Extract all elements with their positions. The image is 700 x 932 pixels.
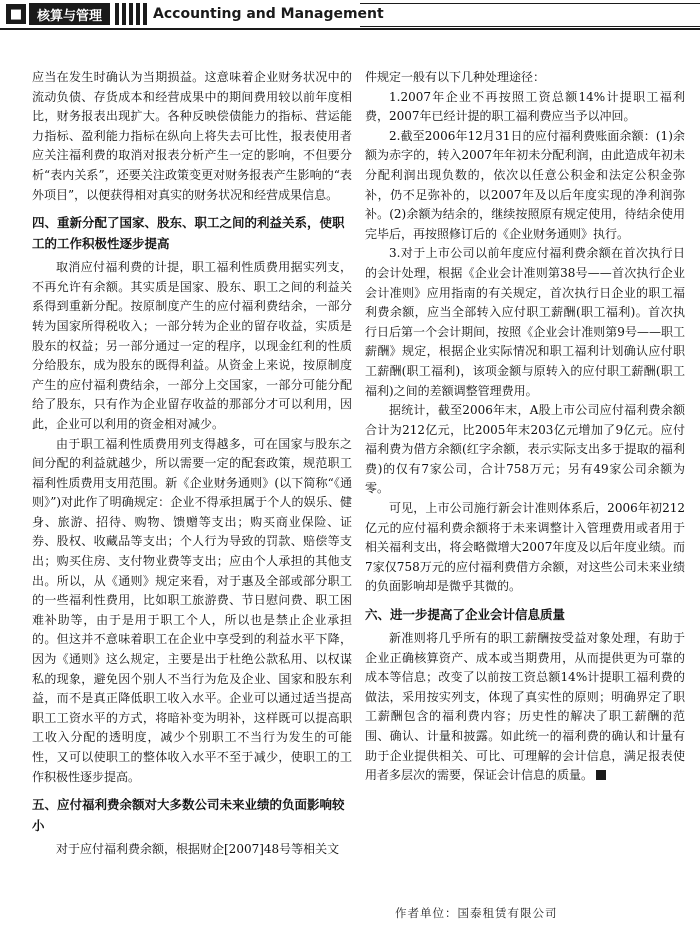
right-section-heading: 六、进一步提高了企业会计信息质量 (365, 607, 566, 623)
right-paragraph: 新准则将几乎所有的职工薪酬按受益对象处理，有助于企业正确核算资产、成本或当期费用，从而提供更为可靠的成本等信息；改变了以前按工资总额14%计提职工福利费的做法，采用按实列支，体现了真实性的原则；明确界定了职工薪酬包含的福利费内容；历史性的解决了职工薪酬的范围、确认、计量和披露。如此统一的福利费的确认和计量有助于企业提供相关、可比、可理解的会计信息，满足报表使用者多层次的需要，保证会计信息的质量。 (365, 631, 685, 783)
section-title-en: Accounting and Management (153, 6, 384, 22)
left-section-heading: 五、应付福利费余额对大多数公司未来业绩的负面影响较小 (32, 797, 345, 834)
left-paragraph: 应当在发生时确认为当期损益。这意味着企业财务状况中的流动负债、存货成本和经营成果中的期间费用较以前年度相比，财务报表出现扩大。各种反映偿债能力的指标、营运能力指标、盈利能力指标在纵向上将失去可比性，报表使用者应关注福利费的取消对报表分析产生一定的影响，不但要分析“表内关系”，还要关注政策变更对财务报表产生影响的“表外项目”，以便获得相对真实的财务状况和经营成果信息。 (32, 70, 352, 202)
page-header (0, 0, 700, 28)
right-paragraph: 件规定一般有以下几种处理途径： (365, 70, 546, 84)
left-column (32, 68, 352, 860)
end-of-article-icon (596, 770, 606, 780)
left-paragraph: 取消应付福利费的计提，职工福利性质费用据实列支，不再允许有余额。其实质是国家、股东、职工之间的利益关系得到重新分配。按原制度产生的应付福利费结余，一部分转为国家所得税收入；一部分转为企业的留存收益，实质是股东的权益；另一部分通过一定的程序，以现金红利的性质分给股东，成为股东的既得利益。从资金上来说，按原制度产生的应付福利费结余，一部分上交国家，一部分可能分配给了股东，只有作为企业留存收益的那部分才可以利用，因此，企业可以利用的资金相对减少。 (32, 260, 352, 431)
header-stripes (115, 3, 147, 25)
right-paragraph: 据统计，截至2006年末，A股上市公司应付福利费余额合计为212亿元，比2005年末203亿元增加了9亿元。应付福利费为借方余额(红字余额，表示实际支出多于提取的福利费)的仅有7家公司，合计758万元；另有49家公司余额为零。 (365, 403, 685, 496)
header-rule (0, 28, 700, 30)
right-paragraph: 可见，上市公司施行新会计准则体系后，2006年初212亿元的应付福利费余额将于未来调整计入管理费用或者用于相关福利支出，将会略微增大2007年度及以后年度业绩。而7家仅758万元的应付福利费借方余额，对这些公司未来业绩的负面影响却是微乎其微的。 (365, 501, 685, 594)
header-bar (360, 3, 700, 27)
header-left (0, 0, 384, 28)
left-section-heading: 四、重新分配了国家、股东、职工之间的利益关系，使职工的工作积极性逐步提高 (32, 215, 345, 252)
right-paragraph: 3.对于上市公司以前年度应付福利费余额在首次执行日的会计处理，根据《企业会计准则第38号——首次执行企业会计准则》应用指南的有关规定，首次执行日企业的职工福利费余额，应当全部转入应付职工薪酬(职工福利)。首次执行日后第一个会计期间，按照《企业会计准则第9号——职工薪酬》规定，根据企业实际情况和职工福利计划确认应付职工薪酬(职工福利)，该项金额与原转入的应付职工薪酬(职工福利)之间的差额调整管理费用。 (365, 246, 685, 398)
right-column (365, 68, 685, 786)
left-paragraph: 对于应付福利费余额，根据财企[2007]48号等相关文 (56, 842, 340, 857)
right-paragraph: 2.截至2006年12月31日的应付福利费账面余额：(1)余额为赤字的，转入2007年年初未分配利润，由此造成年初未分配利润出现负数的，依次以任意公积金和法定公积金弥补，仍不足弥补的，以2007年及以后年度实现的净利润弥补。(2)余额为结余的，继续按照原有规定使用，待结余使用完毕后，再按照修订后的《企业财务通则》执行。 (365, 128, 685, 241)
journal-mark-icon: ■ (6, 4, 26, 24)
right-paragraph: 1.2007年企业不再按照工资总额14%计提职工福利费，2007年已经计提的职工福利费应当予以冲回。 (365, 89, 685, 124)
author-affiliation: 作者单位：国泰租赁有限公司 (395, 906, 558, 920)
section-title-cn: 核算与管理 (29, 3, 110, 25)
left-paragraph: 由于职工福利性质费用列支得越多，可在国家与股东之间分配的利益就越少，所以需要一定的配套政策，规范职工福利性质费用支用范围。新《企业财务通则》(以下简称“《通则》”)对此作了明确规定：企业不得承担属于个人的娱乐、健身、旅游、招待、购物、馈赠等支出；购买商业保险、证券、股权、收藏品等支出；个人行为导致的罚款、赔偿等支出；购买住房、支付物业费等支出；应由个人承担的其他支出。所以，从《通则》规定来看，对于惠及全部或部分职工的一些福利性费用，比如职工旅游费、节日慰问费、职工困难补助等，由于是用于职工个人，所以也是禁止企业承担的。但这并不意味着职工在企业中享受到的利益水平下降，因为《通则》这么规定，主要是出于杜绝公款私用、以权谋私的现象，避免因个别人不当行为危及企业、国家和股东利益，而不是真正降低职工收入水平。企业可以通过适当提高职工工资水平的方式，将暗补变为明补，这样既可以提高职工收入分配的透明度，减少个别职工不当行为发生的可能性，又可以使职工的整体收入水平不至于减少，使职工的工作积极性逐步提高。 (32, 436, 352, 784)
